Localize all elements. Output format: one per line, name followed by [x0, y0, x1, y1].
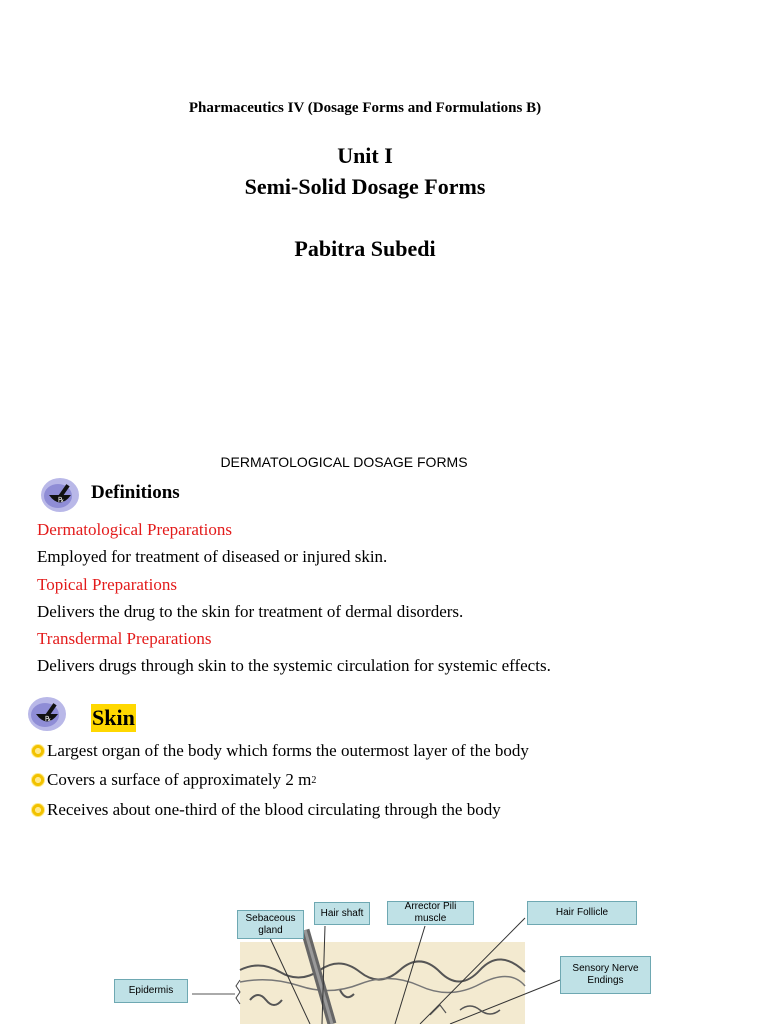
definition-term: Dermatological Preparations: [37, 520, 232, 539]
bullet-text: Receives about one-third of the blood circulating through the body: [47, 800, 501, 819]
unit-title: Unit I: [337, 143, 393, 168]
definition-term: Topical Preparations: [37, 575, 177, 594]
svg-text:℞: ℞: [45, 715, 52, 723]
definitions-heading: Definitions: [91, 482, 180, 503]
label-arrector-pili: Arrector Pili muscle: [387, 901, 474, 925]
svg-text:℞: ℞: [58, 496, 65, 504]
bullet-icon: [31, 773, 45, 787]
list-item: [31, 800, 501, 820]
list-item: [31, 741, 529, 761]
definition-text: Delivers drugs through skin to the systemic circulation for systemic effects.: [37, 656, 551, 675]
mortar-pestle-icon: [27, 695, 67, 733]
section-title: DERMATOLOGICAL DOSAGE FORMS: [220, 454, 468, 470]
author-name: Pabitra Subedi: [294, 236, 436, 261]
bullet-text: Covers a surface of approximately 2 m: [47, 770, 312, 789]
label-sensory-nerve: Sensory Nerve Endings: [560, 956, 651, 994]
label-epidermis: Epidermis: [114, 979, 188, 1003]
list-item: [31, 770, 316, 790]
definition-text: Delivers the drug to the skin for treatment of dermal disorders.: [37, 602, 464, 621]
bullet-text: Largest organ of the body which forms the outermost layer of the body: [47, 741, 529, 760]
definition-text: Employed for treatment of diseased or injured skin.: [37, 547, 388, 566]
label-hair-follicle: Hair Follicle: [527, 901, 637, 925]
subtitle: Semi-Solid Dosage Forms: [244, 174, 486, 199]
skin-diagram: [100, 890, 660, 1024]
bullet-icon: [31, 744, 45, 758]
course-title: Pharmaceutics IV (Dosage Forms and Formulations B): [188, 100, 542, 116]
skin-heading: Skin: [92, 705, 135, 730]
label-hair-shaft: Hair shaft: [314, 902, 370, 925]
definition-term: Transdermal Preparations: [37, 629, 212, 648]
bullet-icon: [31, 803, 45, 817]
mortar-pestle-icon: [40, 476, 80, 514]
superscript: 2: [311, 774, 317, 786]
label-sebaceous-gland: Sebaceous gland: [237, 910, 304, 939]
